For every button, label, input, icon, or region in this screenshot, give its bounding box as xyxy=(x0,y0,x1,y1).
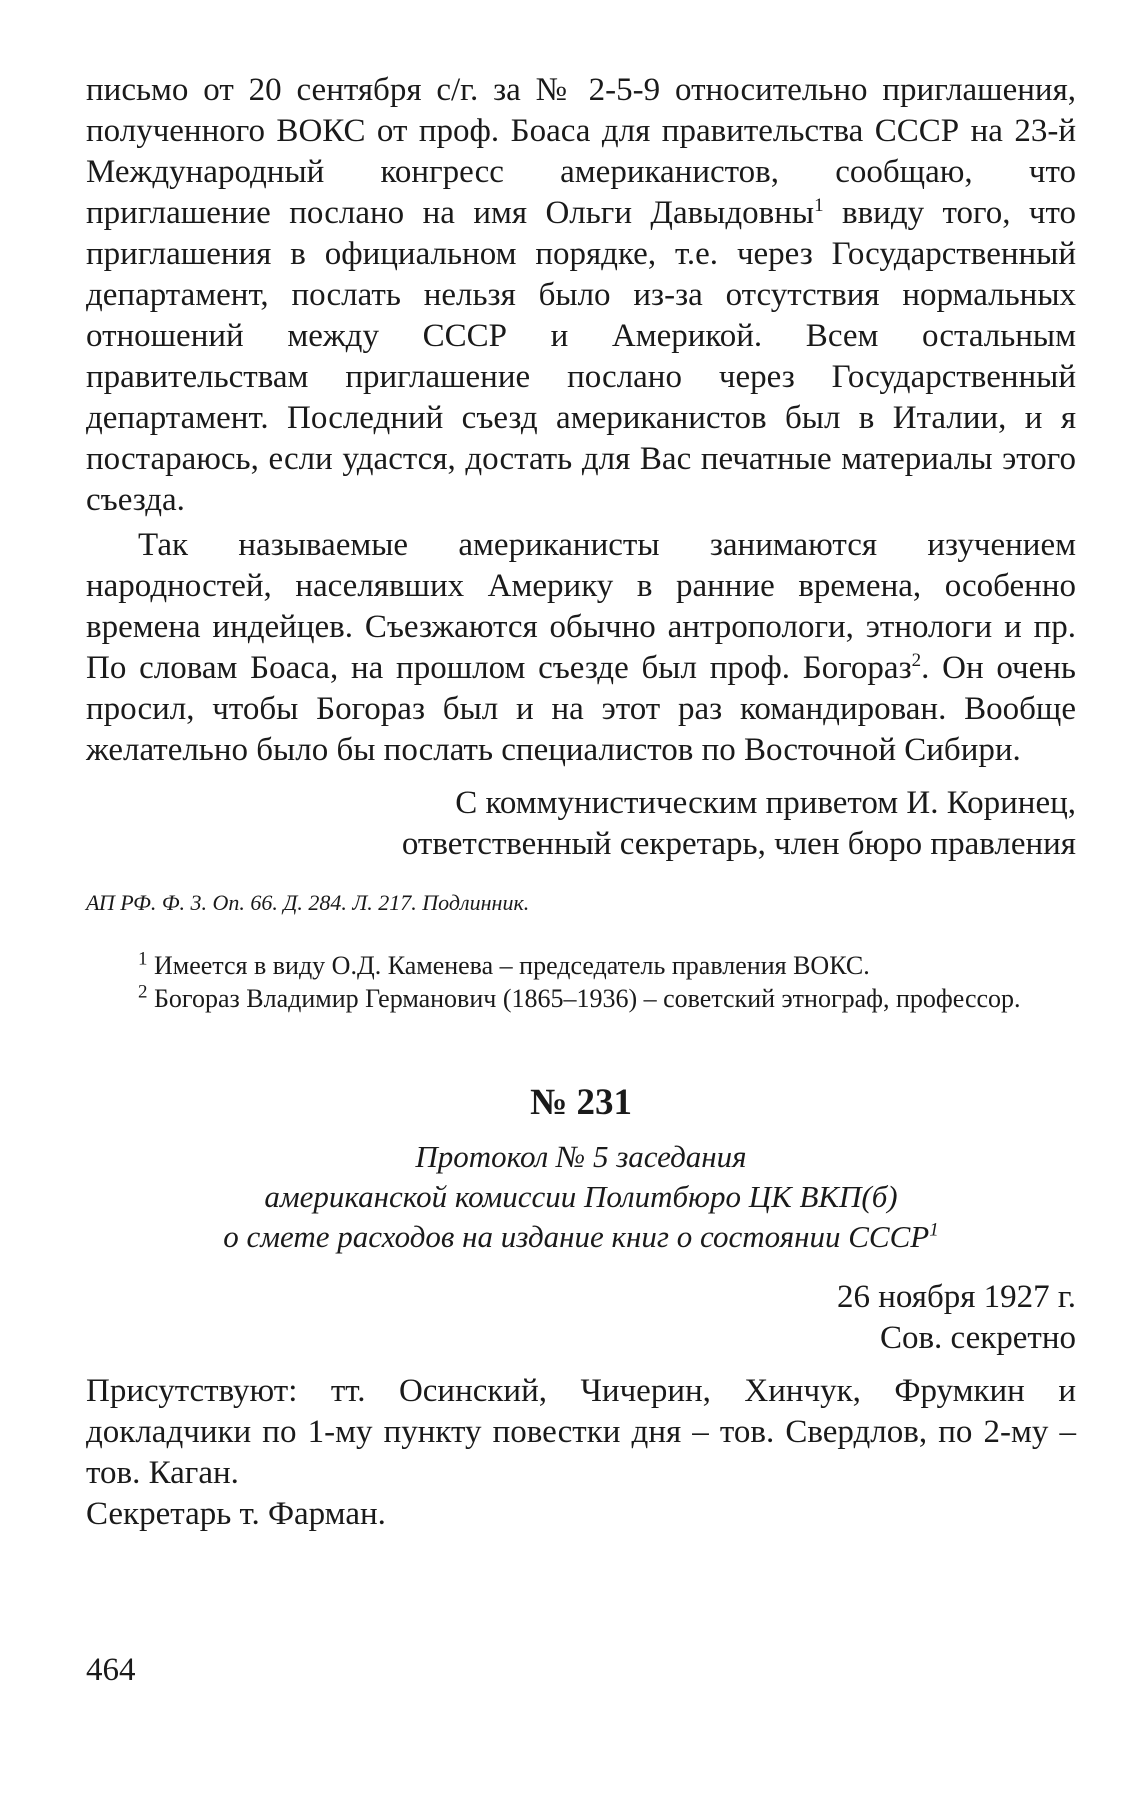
document-title-line-2: американской комиссии Политбюро ЦК ВКП(б) xyxy=(264,1179,898,1214)
footnotes xyxy=(86,949,1076,1015)
document-title-line-1: Протокол № 5 заседания xyxy=(415,1139,747,1174)
letter-paragraph-1-rest: ввиду того, что приглашения в официальном порядке, т.е. через Государственный департамент, послать нельзя было из-за отсутствия нормальных отношений между СССР и Америкой. Всем остальным правительствам приглашение послано через Государственный департамент. Последний съезд американистов был в Италии, и я постараюсь, если удастся, достать для Вас печатные материалы этого съезда. xyxy=(86,195,1076,518)
signature-line-1: С коммунистическим приветом И. Коринец, xyxy=(455,785,1076,821)
letter-paragraph-2 xyxy=(86,525,1076,771)
signature-block xyxy=(86,783,1076,865)
footnote-1 xyxy=(86,949,1076,982)
signature-line-2: ответственный секретарь, член бюро правления xyxy=(401,826,1076,862)
letter-paragraph-1-text: письмо от 20 сентября с/г. за № 2-5-9 относительно приглашения, полученного ВОКС от проф. Боаса для правительства СССР на 23-й Международный конгресс американистов, сообщаю, что приглашение послано на имя Ольги Давыдовны xyxy=(86,72,1076,231)
letter-paragraph-2-rest: . Он очень просил, чтобы Богораз был и на этот раз командирован. Вообще желательно было бы послать специалистов по Восточной Сибири. xyxy=(86,650,1076,768)
title-footnote-ref: 1 xyxy=(929,1219,939,1241)
footnote-1-text: Имеется в виду О.Д. Каменева – председатель правления ВОКС. xyxy=(154,951,870,980)
document-page xyxy=(86,70,1076,1535)
footnote-1-mark: 1 xyxy=(138,948,148,970)
footnote-2-text: Богораз Владимир Германович (1865–1936) – советский этнограф, профессор. xyxy=(154,984,1021,1013)
document-date: 26 ноября 1927 г. xyxy=(837,1279,1076,1315)
document-number: № 231 xyxy=(530,1082,632,1123)
archive-source: АП РФ. Ф. 3. Оп. 66. Д. 284. Л. 217. Подлинник. xyxy=(86,890,530,915)
footnote-ref-2: 2 xyxy=(911,650,922,671)
footnote-2 xyxy=(86,982,1076,1015)
footnote-2-mark: 2 xyxy=(138,981,148,1003)
footnote-ref-1: 1 xyxy=(814,195,824,216)
document-meta xyxy=(86,1277,1076,1359)
document-title xyxy=(86,1137,1076,1257)
letter-paragraph-2-text: Так называемые американисты занимаются изучением народностей, населявших Америку в ранние времена, особенно времена индейцев. Съезжаются обычно антропологи, этнологи и пр. По словам Боаса, на прошлом съезде был проф. Богораз xyxy=(86,527,1076,686)
letter-paragraph-1 xyxy=(86,70,1076,521)
document-title-line-3 xyxy=(86,1217,1076,1257)
page-number: 464 xyxy=(86,1652,136,1688)
document-title-line-3-text: о смете расходов на издание книг о состоянии СССР xyxy=(223,1219,930,1254)
attendees: Присутствуют: тт. Осинский, Чичерин, Хинчук, Фрумкин и докладчики по 1-му пункту повестки дня – тов. Свердлов, по 2-му – тов. Каган. xyxy=(86,1373,1076,1491)
document-classification: Сов. секретно xyxy=(879,1320,1076,1356)
secretary: Секретарь т. Фарман. xyxy=(86,1496,386,1532)
